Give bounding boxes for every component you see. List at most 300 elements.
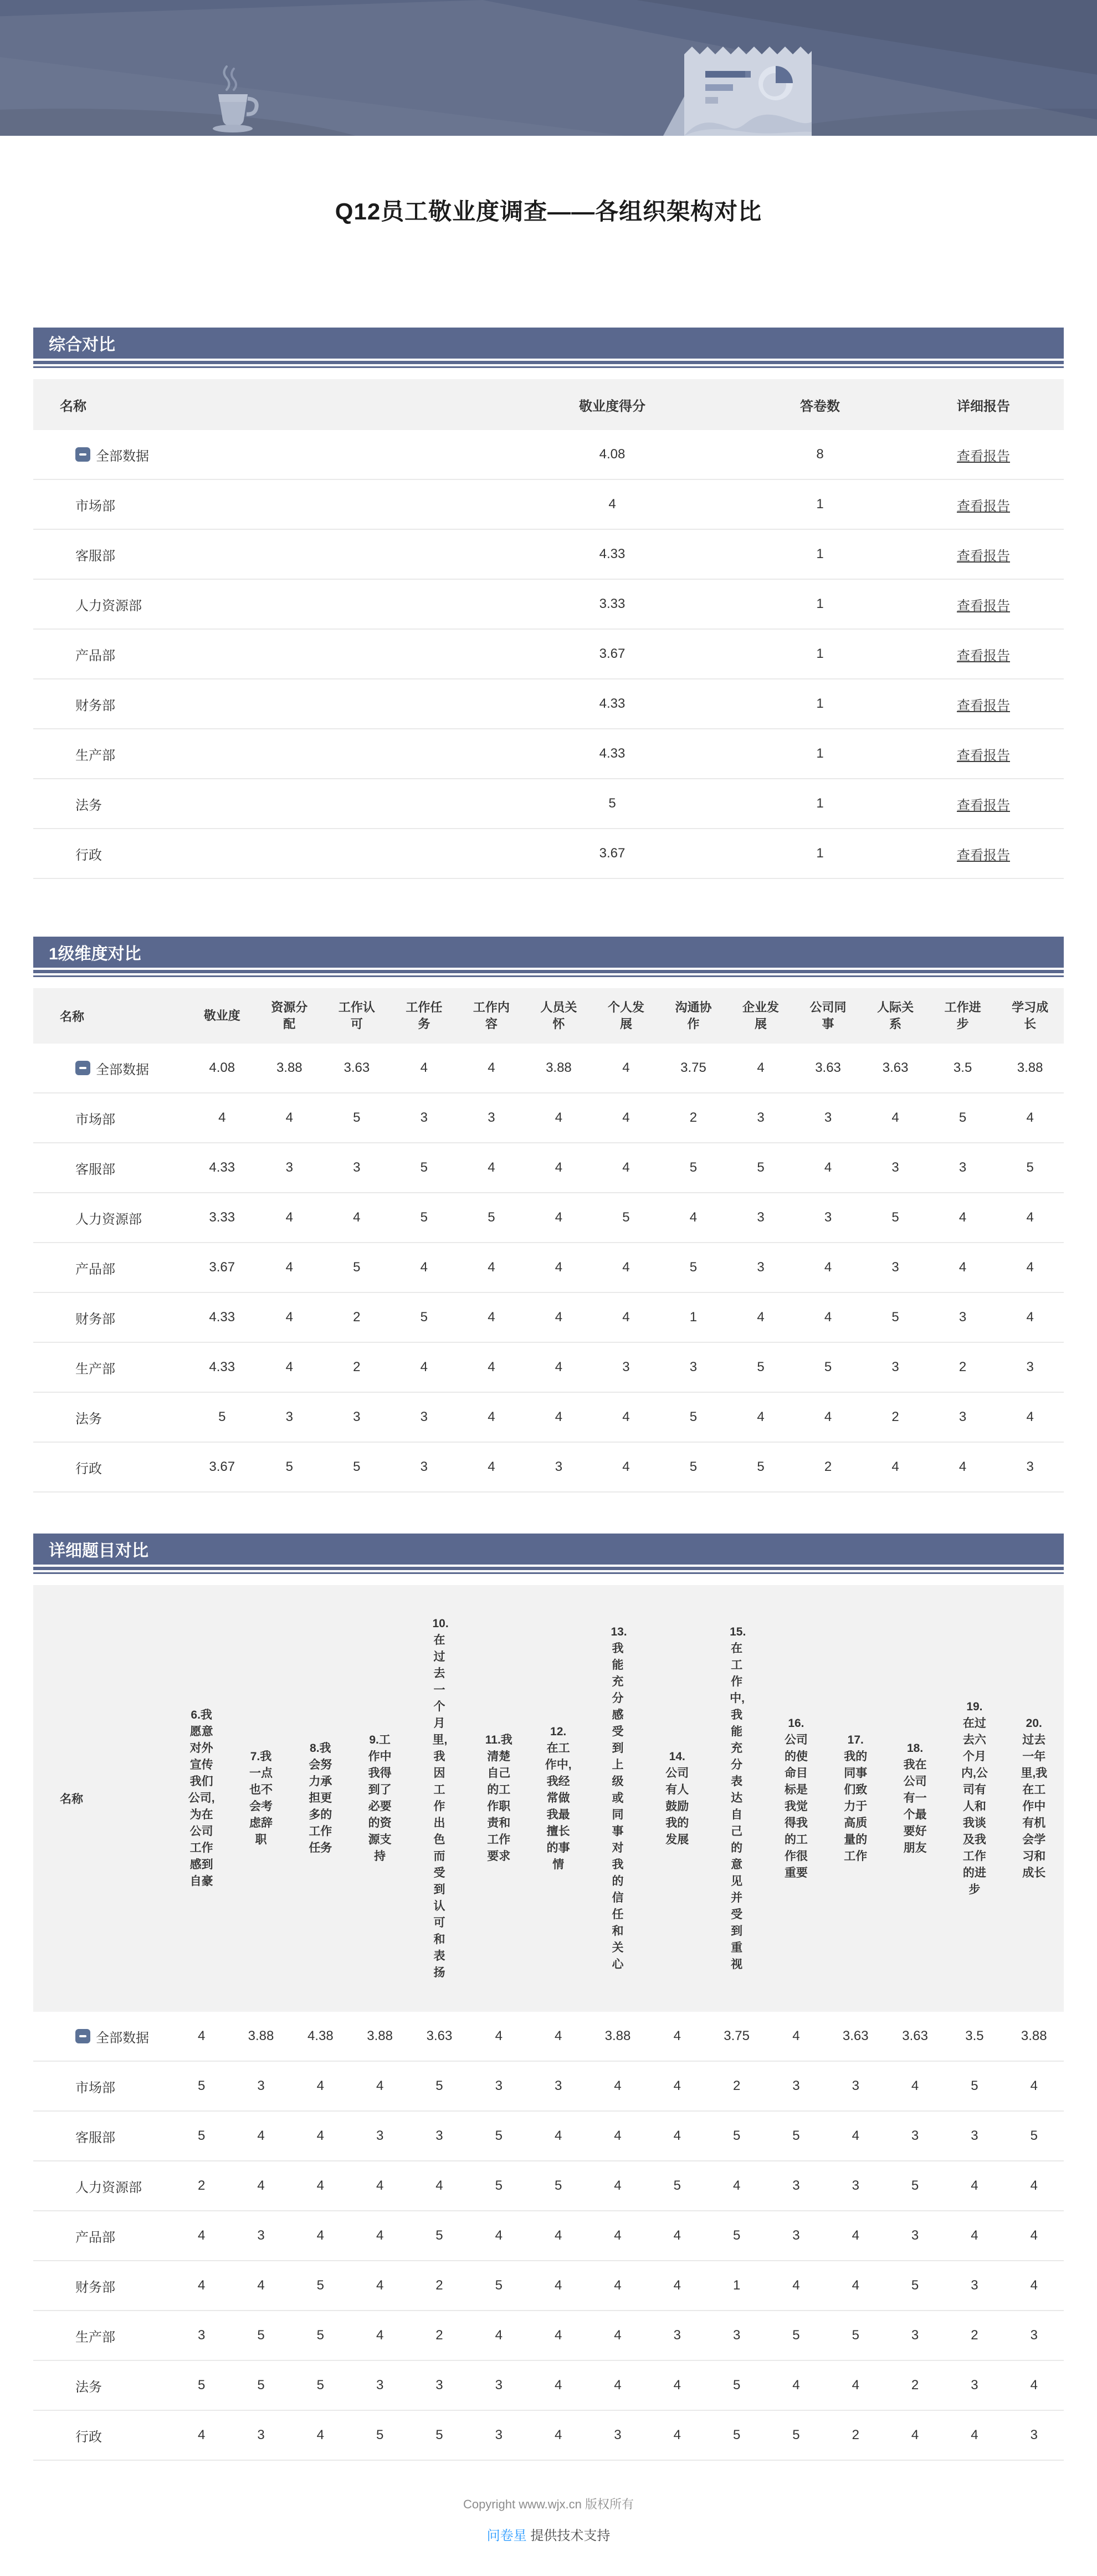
- table-row: [33, 530, 1064, 580]
- score-value: 4: [614, 2178, 622, 2193]
- score-value: 3.88: [276, 1060, 303, 1075]
- score-value: 4: [1030, 2078, 1038, 2093]
- table-row: [33, 1443, 1064, 1493]
- score-value: 4.33: [209, 1310, 235, 1325]
- score-value: 5: [732, 2228, 741, 2243]
- score-value: 4: [673, 2427, 681, 2442]
- score-value: 5: [732, 2427, 741, 2442]
- response-count-value: 1: [816, 796, 824, 811]
- score-value: 4: [555, 1110, 563, 1125]
- score-value: 4: [614, 2278, 622, 2293]
- table-row: [33, 2062, 1064, 2112]
- score-value: 4: [622, 1060, 630, 1075]
- score-value: 3: [1026, 1459, 1034, 1474]
- score-value: 4: [673, 2228, 681, 2243]
- dimension-column-header: 人员关怀: [540, 1000, 577, 1031]
- dimensions-table-header: [33, 988, 1064, 1044]
- department-name-cell: [33, 1458, 188, 1477]
- score-value: 3: [376, 2128, 384, 2143]
- score-value: 3.75: [724, 2028, 750, 2043]
- score-value: 3.63: [882, 1060, 909, 1075]
- score-value: 4: [420, 1260, 428, 1275]
- department-label: 市场部: [75, 1112, 115, 1127]
- view-report-link[interactable]: 查看报告: [957, 598, 1010, 614]
- score-value: 4: [911, 2427, 919, 2442]
- score-value: 3: [420, 1459, 428, 1474]
- score-value: 2: [689, 1110, 698, 1125]
- score-value: 4: [197, 2028, 206, 2043]
- score-value: 3: [911, 2228, 919, 2243]
- score-value: 4.38: [307, 2028, 334, 2043]
- copyright-text: Copyright www.wjx.cn 版权所有: [463, 2497, 634, 2511]
- score-value: 5: [435, 2228, 443, 2243]
- score-value: 4: [824, 1310, 832, 1325]
- dimension-column-header: 敬业度: [203, 1009, 240, 1023]
- table-row: [33, 2161, 1064, 2211]
- column-header-count: 答卷数: [800, 398, 840, 414]
- score-value: 4: [1026, 1110, 1034, 1125]
- score-value: 3: [554, 2078, 562, 2093]
- department-label: 人力资源部: [75, 598, 142, 614]
- score-value: 4: [622, 1110, 630, 1125]
- score-value: 3: [1026, 1359, 1034, 1374]
- score-value: 5: [1026, 1160, 1034, 1175]
- score-value: 5: [689, 1260, 698, 1275]
- score-value: 5: [376, 2427, 384, 2442]
- department-name-cell: [33, 2127, 172, 2146]
- score-value: 5: [792, 2328, 800, 2343]
- department-label: 全部数据: [96, 448, 149, 464]
- view-report-link[interactable]: 查看报告: [957, 847, 1010, 863]
- score-value: 4: [614, 2078, 622, 2093]
- score-value: 5: [1030, 2128, 1038, 2143]
- department-label: 法务: [75, 798, 102, 813]
- department-name-cell: [33, 2376, 172, 2395]
- overall-table-body: [33, 430, 1064, 879]
- score-value: 4: [285, 1210, 293, 1225]
- view-report-link[interactable]: 查看报告: [957, 698, 1010, 713]
- page-title: Q12员工敬业度调查——各组织架构对比: [335, 198, 762, 224]
- score-value: 4: [971, 2427, 978, 2442]
- score-value: 4: [488, 1310, 495, 1325]
- score-value: 5: [353, 1260, 361, 1275]
- score-value: 4: [420, 1060, 428, 1075]
- table-row: [33, 1393, 1064, 1443]
- score-value: 4: [852, 2378, 859, 2393]
- view-report-link[interactable]: 查看报告: [957, 498, 1010, 514]
- score-value: 3: [971, 2378, 978, 2393]
- score-value: 4: [1030, 2378, 1038, 2393]
- score-value: 4: [1030, 2228, 1038, 2243]
- score-value: 3.63: [902, 2028, 928, 2043]
- response-count-value: 1: [816, 596, 824, 611]
- score-value: 4: [555, 1359, 563, 1374]
- score-value: 5: [495, 2278, 503, 2293]
- score-value: 3: [622, 1359, 630, 1374]
- engagement-score-value: 4.33: [599, 696, 626, 711]
- score-value: 1: [732, 2278, 741, 2293]
- question-column-header: 12.在工作中,我经常做我最擅长的事情: [545, 1725, 572, 1871]
- score-value: 4: [852, 2228, 859, 2243]
- score-value: 3: [285, 1409, 293, 1424]
- score-value: 4: [554, 2028, 562, 2043]
- question-column-header: 11.我清楚自己的工作职责和工作要求: [485, 1734, 512, 1863]
- table-row: [33, 480, 1064, 530]
- report-receipt-icon: [662, 43, 817, 136]
- score-value: 3: [891, 1260, 899, 1275]
- score-value: 4.33: [209, 1160, 235, 1175]
- view-report-link[interactable]: 查看报告: [957, 748, 1010, 763]
- response-count-value: 1: [816, 846, 824, 861]
- department-name-cell: [33, 2326, 172, 2345]
- table-row: [33, 1293, 1064, 1343]
- score-value: 5: [285, 1459, 293, 1474]
- score-value: 4: [197, 2427, 206, 2442]
- score-value: 5: [257, 2378, 265, 2393]
- table-row: [33, 829, 1064, 879]
- table-row: [33, 1044, 1064, 1093]
- score-value: 3.33: [209, 1210, 235, 1225]
- score-value: 3: [197, 2328, 206, 2343]
- score-value: 4: [555, 1210, 563, 1225]
- table-row: [33, 2311, 1064, 2361]
- score-value: 4: [673, 2278, 681, 2293]
- score-value: 4: [622, 1459, 630, 1474]
- dimension-column-header: 公司同事: [809, 1000, 847, 1031]
- header-banner: [0, 0, 1097, 136]
- section-heading-questions: 详细题目对比: [33, 1534, 1064, 1565]
- question-column-header: 19.在过去六个月内,公司有人和我谈及我工作的进步: [961, 1700, 988, 1896]
- score-value: 3: [891, 1359, 899, 1374]
- department-label: 客服部: [75, 548, 115, 564]
- score-value: 3: [958, 1160, 967, 1175]
- score-value: 4: [488, 1459, 495, 1474]
- collapse-minus-icon[interactable]: [75, 447, 90, 462]
- score-value: 5: [757, 1459, 765, 1474]
- score-value: 3.67: [209, 1459, 235, 1474]
- department-name-cell: [33, 2027, 172, 2046]
- section-dimension-comparison: [33, 937, 1064, 1493]
- department-name-cell: [33, 445, 488, 464]
- collapse-minus-icon[interactable]: [75, 1061, 90, 1075]
- question-column-header: 14.公司有人鼓励我的发展: [665, 1750, 689, 1846]
- department-label: 客服部: [75, 1162, 115, 1177]
- score-value: 4: [792, 2378, 800, 2393]
- department-label: 财务部: [75, 698, 115, 713]
- score-value: 3: [971, 2278, 978, 2293]
- score-value: 2: [971, 2328, 978, 2343]
- score-value: 5: [757, 1359, 765, 1374]
- score-value: 3: [495, 2427, 503, 2442]
- table-row: [33, 2411, 1064, 2461]
- score-value: 5: [420, 1160, 428, 1175]
- score-value: 5: [911, 2278, 919, 2293]
- score-value: 4: [622, 1260, 630, 1275]
- score-value: 4: [614, 2378, 622, 2393]
- department-label: 全部数据: [96, 2030, 149, 2046]
- score-value: 3: [958, 1310, 967, 1325]
- score-value: 3.5: [953, 1060, 972, 1075]
- department-label: 客服部: [75, 2130, 115, 2145]
- score-value: 5: [495, 2178, 503, 2193]
- score-value: 4: [488, 1260, 495, 1275]
- question-column-header: 20.过去一年里,我在工作中有机会学习和成长: [1021, 1717, 1048, 1879]
- score-value: 5: [197, 2378, 206, 2393]
- score-value: 4: [824, 1160, 832, 1175]
- score-value: 2: [353, 1310, 361, 1325]
- questions-table-header: [33, 1585, 1064, 2012]
- score-value: 3: [824, 1110, 832, 1125]
- dimension-column-header: 学习成长: [1012, 1000, 1049, 1031]
- question-column-header: 9.工作中我得到了必要的资源支持: [368, 1734, 392, 1863]
- score-value: 3: [420, 1409, 428, 1424]
- score-value: 2: [197, 2178, 206, 2193]
- table-row: [33, 2112, 1064, 2161]
- score-value: 4: [622, 1160, 630, 1175]
- score-value: 4: [1030, 2278, 1038, 2293]
- support-text: 提供技术支持: [530, 2528, 611, 2543]
- score-value: 4: [316, 2078, 324, 2093]
- table-row: [33, 2012, 1064, 2062]
- table-row: [33, 1143, 1064, 1193]
- engagement-score-value: 3.67: [599, 846, 626, 861]
- department-name-cell: [33, 2226, 172, 2246]
- score-value: 5: [732, 2378, 741, 2393]
- collapse-minus-icon[interactable]: [75, 2029, 90, 2043]
- department-name-cell: [33, 1158, 188, 1178]
- column-header-name: 名称: [60, 1009, 85, 1024]
- score-value: 5: [435, 2427, 443, 2442]
- score-value: 4: [257, 2128, 265, 2143]
- table-row: [33, 1343, 1064, 1393]
- department-name-cell: [33, 1108, 188, 1128]
- score-value: 4: [316, 2128, 324, 2143]
- score-value: 5: [316, 2378, 324, 2393]
- score-value: 3.63: [815, 1060, 841, 1075]
- overall-table-header: [33, 379, 1064, 430]
- score-value: 4: [435, 2178, 443, 2193]
- score-value: 4: [958, 1210, 967, 1225]
- score-value: 2: [891, 1409, 899, 1424]
- score-value: 3: [911, 2128, 919, 2143]
- score-value: 4: [554, 2378, 562, 2393]
- score-value: 3.75: [680, 1060, 706, 1075]
- score-value: 4: [792, 2278, 800, 2293]
- section-divider: [33, 970, 1064, 973]
- score-value: 4: [622, 1409, 630, 1424]
- score-value: 4: [732, 2178, 741, 2193]
- response-count-value: 1: [816, 696, 824, 711]
- dimension-column-header: 企业发展: [742, 1000, 780, 1031]
- score-value: 4: [555, 1160, 563, 1175]
- department-name-cell: [33, 1208, 188, 1228]
- score-value: 3: [852, 2178, 859, 2193]
- score-value: 4: [958, 1459, 967, 1474]
- score-value: 4: [285, 1260, 293, 1275]
- wjx-brand-link[interactable]: 问卷星: [486, 2528, 527, 2543]
- score-value: 2: [435, 2278, 443, 2293]
- score-value: 1: [689, 1310, 698, 1325]
- table-row: [33, 779, 1064, 829]
- score-value: 4: [488, 1060, 495, 1075]
- section-divider: [33, 366, 1064, 368]
- score-value: 4: [285, 1310, 293, 1325]
- view-report-link[interactable]: 查看报告: [957, 648, 1010, 663]
- score-value: 4: [1026, 1210, 1034, 1225]
- score-value: 3: [435, 2128, 443, 2143]
- score-value: 5: [353, 1459, 361, 1474]
- score-value: 3: [353, 1160, 361, 1175]
- score-value: 5: [316, 2328, 324, 2343]
- department-name-cell: [33, 694, 488, 714]
- score-value: 5: [971, 2078, 978, 2093]
- department-name-cell: [33, 2276, 172, 2296]
- score-value: 4: [218, 1110, 226, 1125]
- department-name-cell: [33, 495, 488, 514]
- score-value: 3: [792, 2078, 800, 2093]
- score-value: 3: [257, 2228, 265, 2243]
- score-value: 3: [792, 2228, 800, 2243]
- score-value: 3.88: [248, 2028, 274, 2043]
- table-row: [33, 2361, 1064, 2411]
- score-value: 2: [911, 2378, 919, 2393]
- department-name-cell: [33, 1308, 188, 1327]
- score-value: 3: [495, 2078, 503, 2093]
- score-value: 4: [824, 1260, 832, 1275]
- page-footer: [0, 2495, 1097, 2544]
- section-divider: [33, 975, 1064, 977]
- dimension-column-header: 工作进步: [944, 1000, 981, 1031]
- score-value: 4: [488, 1359, 495, 1374]
- score-value: 4: [555, 1409, 563, 1424]
- score-value: 4: [622, 1310, 630, 1325]
- score-value: 4: [554, 2328, 562, 2343]
- score-value: 4: [614, 2228, 622, 2243]
- engagement-score-value: 3.33: [599, 596, 626, 611]
- department-name-cell: [33, 645, 488, 664]
- score-value: 4: [673, 2078, 681, 2093]
- score-value: 3.88: [1017, 1060, 1043, 1075]
- score-value: 3: [673, 2328, 681, 2343]
- engagement-score-value: 3.67: [599, 646, 626, 661]
- score-value: 5: [911, 2178, 919, 2193]
- score-value: 4: [488, 1409, 495, 1424]
- score-value: 5: [316, 2278, 324, 2293]
- question-column-header: 16.公司的使命目标是我觉得我的工作很重要: [784, 1717, 808, 1879]
- score-value: 4: [197, 2278, 206, 2293]
- score-value: 5: [197, 2128, 206, 2143]
- score-value: 4: [614, 2128, 622, 2143]
- question-column-header: 17.我的同事们致力于高质量的工作: [844, 1734, 868, 1863]
- score-value: 3.88: [546, 1060, 572, 1075]
- question-column-header: 13.我能充分感受到上级或同事对我的信任和关心: [611, 1626, 627, 1971]
- question-column-header: 10.在过去一个月里,我因工作出色而受到认可和表扬: [432, 1617, 449, 1979]
- score-value: 5: [488, 1210, 495, 1225]
- score-value: 5: [197, 2078, 206, 2093]
- department-label: 行政: [75, 847, 102, 863]
- score-value: 2: [353, 1359, 361, 1374]
- score-value: 5: [622, 1210, 630, 1225]
- column-header-name: 名称: [60, 1793, 83, 1806]
- score-value: 5: [792, 2427, 800, 2442]
- engagement-score-value: 4.33: [599, 746, 626, 761]
- question-column-header: 8.我会努力承担更多的工作任务: [309, 1742, 332, 1854]
- score-value: 5: [891, 1310, 899, 1325]
- score-value: 3.88: [367, 2028, 393, 2043]
- score-value: 3: [285, 1160, 293, 1175]
- dimension-column-header: 个人发展: [607, 1000, 644, 1031]
- department-name-cell: [33, 794, 488, 814]
- view-report-link[interactable]: 查看报告: [957, 548, 1010, 564]
- score-value: 4: [1030, 2178, 1038, 2193]
- score-value: 4: [376, 2278, 384, 2293]
- score-value: 2: [435, 2328, 443, 2343]
- coffee-cup-icon: [201, 64, 265, 134]
- question-column-header: 18.我在公司有一个最要好朋友: [903, 1742, 927, 1854]
- department-label: 市场部: [75, 2080, 115, 2095]
- score-value: 4: [1026, 1409, 1034, 1424]
- score-value: 3: [757, 1210, 765, 1225]
- column-header-name: 名称: [60, 398, 86, 414]
- score-value: 4: [376, 2228, 384, 2243]
- score-value: 3: [614, 2427, 622, 2442]
- score-value: 4: [792, 2028, 800, 2043]
- score-value: 4: [285, 1359, 293, 1374]
- section-divider: [33, 1572, 1064, 1574]
- score-value: 5: [495, 2128, 503, 2143]
- engagement-score-value: 4.33: [599, 546, 626, 561]
- score-value: 4: [757, 1409, 765, 1424]
- score-value: 4: [971, 2228, 978, 2243]
- score-value: 3: [488, 1110, 495, 1125]
- department-name-cell: [33, 1358, 188, 1377]
- score-value: 4: [673, 2378, 681, 2393]
- department-label: 市场部: [75, 498, 115, 514]
- department-label: 生产部: [75, 748, 115, 763]
- score-value: 4: [689, 1210, 698, 1225]
- department-name-cell: [33, 844, 488, 863]
- view-report-link[interactable]: 查看报告: [957, 448, 1010, 464]
- view-report-link[interactable]: 查看报告: [957, 798, 1010, 813]
- score-value: 4: [891, 1110, 899, 1125]
- score-value: 2: [824, 1459, 832, 1474]
- score-value: 5: [852, 2328, 859, 2343]
- score-value: 4: [673, 2128, 681, 2143]
- score-value: 5: [958, 1110, 967, 1125]
- score-value: 4.08: [209, 1060, 235, 1075]
- score-value: 5: [732, 2128, 741, 2143]
- score-value: 4: [555, 1260, 563, 1275]
- response-count-value: 1: [816, 546, 824, 561]
- column-header-score: 敬业度得分: [579, 398, 645, 414]
- score-value: 3: [353, 1409, 361, 1424]
- dimension-column-header: 工作任务: [406, 1000, 443, 1031]
- score-value: 4: [757, 1310, 765, 1325]
- section-heading-overall: 综合对比: [33, 328, 1064, 359]
- dimension-column-header: 工作内容: [473, 1000, 510, 1031]
- score-value: 3.88: [1021, 2028, 1047, 2043]
- department-label: 产品部: [75, 648, 115, 663]
- engagement-score-value: 5: [608, 796, 616, 811]
- score-value: 4: [495, 2028, 503, 2043]
- score-value: 3.63: [344, 1060, 370, 1075]
- department-name-cell: [33, 1408, 188, 1427]
- score-value: 3: [495, 2378, 503, 2393]
- score-value: 2: [958, 1359, 967, 1374]
- score-value: 3: [757, 1110, 765, 1125]
- score-value: 3: [958, 1409, 967, 1424]
- score-value: 4: [316, 2228, 324, 2243]
